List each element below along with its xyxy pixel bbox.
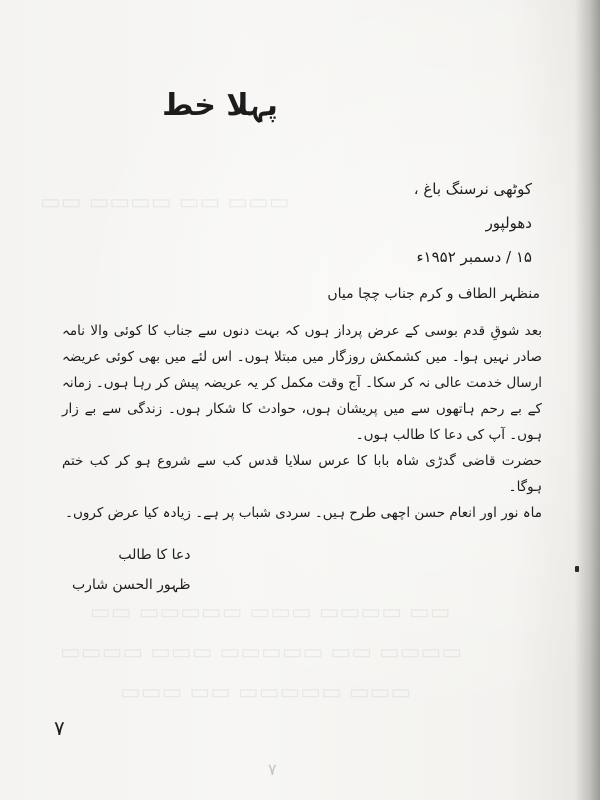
salutation: منظہر الطاف و کرم جناب چچا میاں [327,286,540,302]
signature-name: ظہور الحسن شارب [72,577,191,593]
show-through-decor: ▭▭▭ ▭▭ ▭▭▭▭ ▭▭ [40,190,290,215]
address-line-2: دھولپور [485,214,532,232]
paragraph: ماہ نور اور انعام حسن اچھی طرح ہیں۔ سردی شباب پر ہے۔ زیادہ کیا عرض کروں۔ [65,505,542,521]
date-line: ۱۵ / دسمبر ۱۹۵۲ء [416,248,532,266]
address-line-1: کوٹھی نرسنگ باغ ، [413,180,532,198]
signature-closing: دعا کا طالب [118,547,191,563]
page-edge-shadow [574,0,600,800]
address-block [414,172,532,274]
page-number: ۷ [54,716,65,740]
letter-body [62,318,542,526]
margin-mark [575,566,579,572]
paragraph: حضرت قاضی گدڑی شاہ بابا کا عرس سلایا قدس کب سے شروع ہو کر کب ختم ہوگا۔ [62,453,542,495]
show-through-decor: ▭▭ ▭▭▭▭ ▭▭▭ ▭▭▭▭▭ ▭▭ [90,600,451,625]
show-through-page-number: ۷ [268,760,277,779]
signature-block [72,540,191,600]
show-through-decor: ▭▭▭ ▭▭▭▭▭ ▭▭ ▭▭▭ [120,680,412,705]
show-through-decor: ▭▭▭▭ ▭▭ ▭▭▭▭▭ ▭▭▭ ▭▭▭▭ [60,640,463,665]
paragraph: بعد شوقِ قدم بوسی کے عرض پرداز ہوں کہ بہت دنوں سے جناب کا کوئی والا نامہ صادر نہیں ہوا۔ میں کشمکش روزگار میں مبتلا ہوں۔ اس لئے میں بھی کوئی عریضہ ارسال خدمت عالی نہ کر سکا۔ آج وقت مکمل کر یہ عریضہ پیش کر رہا ہوں۔ زمانہ کے بے رحم ہاتھوں سے میں پریشان ہوں، حوادث کا شکار ہوں۔ زندگی سے بے زار ہوں۔ آپ کی دعا کا طالب ہوں۔ [62,323,542,443]
letter-heading: پہلا خط [162,88,278,123]
